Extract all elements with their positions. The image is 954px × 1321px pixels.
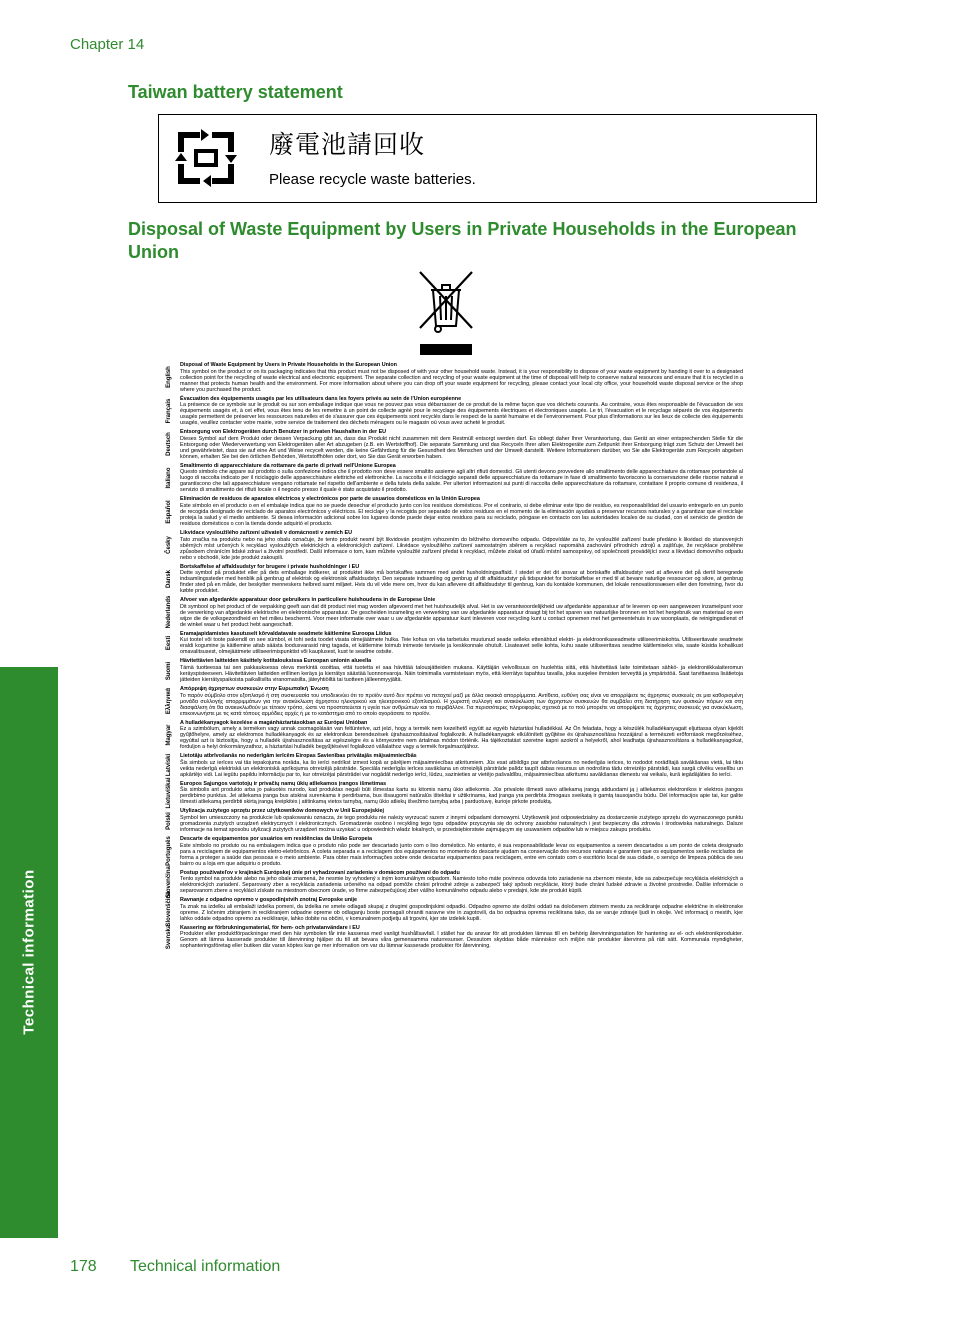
language-label: Italiano xyxy=(166,467,172,489)
language-body: Produkter eller produktförpackningar med den här symbolen får inte kasseras med vanligt hushållsavfall. I stället har du ansvar för att produkten lämnas till en behörig återvinningsstation för hantering av el- och elektronikprodukter. Genom att lämna kasserade produkter till återvinning hjälper du till att bevara våra gemensamma naturresurser. Dessutom skyddas både människor och miljön när produkter återvinns på rätt sätt. Kommunala myndigheter, sophanteringsföretag eller butiken där varan köptes kan ge mer information om var du lämnar kasserade produkter för återvinning. xyxy=(180,931,743,950)
language-block xyxy=(158,463,743,494)
language-text xyxy=(180,781,743,806)
language-label: Suomi xyxy=(166,661,172,680)
language-label: Česky xyxy=(166,536,172,555)
language-title: Disposal of Waste Equipment by Users in Private Households in the European Union xyxy=(180,362,397,368)
language-label-cell xyxy=(158,530,180,561)
language-block xyxy=(158,720,743,751)
language-body: Šis simbolis ant produkto arba jo pakuotės nurodo, kad produktas negali būti išmestas kartu su kitomis namų ūkio atliekomis. Jūs privalote išmesti savo atliekamą įrangą atiduodami ją į atliekamos elektronikos ir elektros įrangos perdirbimo punktus. Jei atliekama įranga bus atskirai surenkama ir perdirbama, bus išsaugomi natūralūs ištekliai ir užtikrinama, kad įranga yra perdirbta žmogaus sveikatą ir gamtą tausojančiu būdu. Dėl informacijos apie tai, kur galite išmesti atliekamą perdirbti skirtą įrangą kreipkitės į atitinkamą vietos tarnybą, namų ūkio atliekų išvežimo tarnybą arba į parduotuvę, kurioje pirkote produktą. xyxy=(180,787,743,806)
language-title: Descarte de equipamentos por usuários em residências da União Europeia xyxy=(180,835,373,842)
language-title: Utylizacja zużytego sprzętu przez użytkowników domowych w Unii Europejskiej xyxy=(180,808,384,815)
language-block xyxy=(158,836,743,867)
language-label: Lietuviškai xyxy=(166,777,172,809)
language-body: Este símbolo en el producto o en el embalaje indica que no se puede desechar el producto junto con los residuos domésticos. Por el contrario, si debe eliminar este tipo de residuo, es responsabilidad del usuario entregarlo en un punto de recogida designado de reciclado de aparatos electrónicos y eléctricos. El reciclaje y la recogida por separado de estos residuos en el momento de la eliminación ayudará a preservar recursos naturales y a garantizar que el reciclaje proteja la salud y el medio ambiente. Si desea información adicional sobre los lugares donde puede dejar estos residuos para su reciclado, póngase en contacto con las autoridades locales de su ciudad, con el servicio de gestión de residuos domésticos o con la tienda donde adquirió el producto. xyxy=(180,502,743,527)
language-body: Ta znak na izdelku ali embalaži izdelka pomeni, da izdelka ne smete odlagati skupaj z drugimi gospodinjskimi odpadki. Odpadno opremo ste dolžni oddati na določenem zbirnem mestu za recikliranje odpadne električne in elektronske opreme. Z ločenim zbiranjem in recikliranjem odpadne opreme ob odlaganju boste pomagali ohraniti naravne vire in zagotovili, da bo odpadna oprema reciklirana tako, da se varuje zdravje ljudi in okolje. Več informacij o mestih, kjer lahko oddate odpadno opremo za recikliranje, lahko dobite na občini, v komunalnem podjetju ali trgovini, kjer ste izdelek kupili. xyxy=(180,903,743,922)
language-label: Português xyxy=(166,836,172,867)
language-label-cell xyxy=(158,396,180,427)
language-block xyxy=(158,753,743,778)
language-body: Symbol ten umieszczony na produkcie lub opakowaniu oznacza, że tego produktu nie należy wyrzucać razem z innymi odpadami domowymi. Użytkownik jest odpowiedzialny za dostarczenie zużytego sprzętu do wyznaczonego punktu gromadzenia zużytych urządzeń elektrycznych i elektronicznych. Gromadzenie osobno i recykling tego typu odpadów przyczynia się do ochrony zasobów naturalnych i jest bezpieczny dla zdrowia i środowiska naturalnego. Dalsze informacje na temat sposobu utylizacji zużytych urządzeń można uzyskać u odpowiednich władz lokalnych, w przedsiębiorstwie zajmującym się usuwaniem odpadów lub w miejscu zakupu produktu. xyxy=(180,814,743,833)
language-body: Kui tootel või toote pakendil on see sümbol, ei tohi seda toodet visata olmejäätmete hulka. Teie kohus on viia tarbetuks muutunud seade selleks ettenähtud elektri- ja elektroonikaseadmete utiliseerimiskohta. Utiliseeritavate seadmete eraldi kogumine ja käitlemine aitab säästa loodusvarasid ning tagada, et käitlemine toimub inimeste tervisele ja keskkonnale ohutult. Lisateavet selle kohta, kuhu saate utiliseeritava seadme käitlemiseks viia, saate küsida kohalikust omavalitsusest, olmejäätmete utiliseerimispunktist või kauplusest, kust te seadme ostsite. xyxy=(180,637,743,656)
language-text xyxy=(180,836,743,867)
language-block xyxy=(158,658,743,683)
language-label: Slovenščina xyxy=(166,891,172,927)
language-block xyxy=(158,891,743,927)
language-body: Questo simbolo che appare sul prodotto o sulla confezione indica che il prodotto non deve essere smaltito assieme agli altri rifiuti domestici. Gli utenti devono provvedere allo smaltimento delle apparecchiature da rottamare portandole al luogo di raccolta indicato per il riciclaggio delle apparecchiature elettriche ed elettroniche. La raccolta e il riciclaggio separati delle apparecchiature da rottamare in fase di smaltimento favoriscono la conservazione delle risorse naturali e garantiscono che tali apparecchiature vengano rottamate nel rispetto dell'ambiente e della tutela della salute. Per ulteriori informazioni sui punti di raccolta delle apparecchiature da rottamare, contattare il proprio comune di residenza, il servizio di smaltimento dei rifiuti locale o il negozio presso il quale è stato acquistato il prodotto. xyxy=(180,469,743,494)
language-title: Europos Sąjungos vartotojų ir privačių namų ūkių atliekamos įrangos išmetimas xyxy=(180,780,387,787)
language-label-cell xyxy=(158,686,180,717)
chinese-recycle-text: 廢電池請回收 xyxy=(269,130,426,159)
language-block xyxy=(158,686,743,717)
taiwan-heading: Taiwan battery statement xyxy=(128,82,343,102)
language-block xyxy=(158,530,743,561)
language-title: A hulladékanyagok kezelése a magánháztartásokban az Európai Unióban xyxy=(180,719,368,726)
language-text xyxy=(180,658,743,683)
language-text xyxy=(180,463,743,494)
language-label-cell xyxy=(158,865,180,898)
language-body: Tämä tuotteessa tai sen pakkauksessa oleva merkintä osoittaa, että tuotetta ei saa hävittää talousjätteiden mukana. Käyttäjän velvollisuus on huolehtia siitä, että hävitettävä laite toimitetaan sähkö- ja elektroniikkalaiteromun keräyspisteeseen. Hävitettävien laitteiden erillinen keräys ja kierrätys säästää luonnonvaroja. Näin toimimalla varmistetaan myös, että kierrätys tapahtuu tavalla, joka suojelee ihmisten terveyttä ja ympäristöä. Saat tarvittaessa lisätietoja jätteiden kierrätyspaikoista paikallisilta viranomaisilta, jäteyhtiöiltä tai tuotteen jälleenmyyjältä. xyxy=(180,664,743,683)
language-text xyxy=(180,925,743,950)
language-block xyxy=(158,564,743,595)
language-text xyxy=(180,720,743,751)
language-label: Svenska xyxy=(166,924,172,950)
language-text xyxy=(180,870,743,895)
language-title: Bortskaffelse af affaldsudstyr for brugere i private husholdninger i EU xyxy=(180,563,360,570)
language-body: Dit symbool op het product of de verpakking geeft aan dat dit product niet mag worden afgevoerd met het huishoudelijk afval. Het is uw verantwoordelijkheid uw afgedankte apparatuur af te leveren op een aangewezen inzamelpunt voor de verwerking van afgedankte elektrische en elektronische apparatuur. De gescheiden inzameling en verwerking van uw afgedankte apparatuur draagt bij tot het sparen van natuurlijke bronnen en tot het hergebruik van materiaal op een wijze die de volksgezondheid en het milieu beschermt. Voor meer informatie over waar u uw afgedankte apparatuur kunt inleveren voor recycling kunt u contact opnemen met het gemeentehuis in uw woonplaats, de reinigingsdienst of de winkel waar u het product hebt aangeschaft. xyxy=(180,603,743,628)
language-label: Français xyxy=(166,398,172,424)
language-text xyxy=(180,631,743,656)
language-statements xyxy=(158,362,743,952)
language-text xyxy=(180,808,743,833)
language-title: Απόρριψη άχρηστων συσκευών στην Ευρωπαϊκή Ένωση xyxy=(180,685,329,692)
language-text xyxy=(180,597,743,628)
language-title: Likvidace vysloužilého zařízení uživateli v domácnosti v zemích EU xyxy=(180,529,352,536)
language-text xyxy=(180,530,743,561)
language-text xyxy=(180,396,743,427)
language-text xyxy=(180,362,743,393)
language-label: English xyxy=(166,366,172,389)
language-label-cell xyxy=(158,429,180,460)
language-label-cell xyxy=(158,808,180,833)
language-block xyxy=(158,396,743,427)
language-label: Magyar xyxy=(166,724,172,746)
crossed-out-wheelie-bin-icon xyxy=(418,268,474,356)
language-body: Šis simbols uz ierīces vai tās iepakojuma norāda, ka šo ierīci nedrīkst izmest kopā ar pārējiem mājsaimniecības atkritumiem. Jūs esat atbildīgs par atbrīvošanos no nederīgās ierīces, to nododot norādītajā savākšanas vietā, lai tiktu veikta nederīgā elektriskā un elektroniskā aprīkojuma otrreizējā pārstrāde. Speciāla nederīgās ierīces savākšana un otrreizējā pārstrāde palīdz taupīt dabas resursus un nodrošina tādu otrreizējo pārstrādi, kas sargā cilvēku veselību un apkārtējo vidi. Lai iegūtu papildu informāciju par to, kur otrreizējai pārstrādei var nogādāt nederīgo ierīci, lūdzu, sazinieties ar vietējo pašvaldību, mājsaimniecības atkritumu savākšanas dienestu vai veikalu, kurā iegādājāties šo ierīci. xyxy=(180,759,743,778)
language-block xyxy=(158,429,743,460)
battery-recycle-icon xyxy=(175,127,237,189)
language-text xyxy=(180,496,743,527)
language-title: Hävitettävien laitteiden käsittely kotitalouksissa Euroopan unionin alueella xyxy=(180,658,372,665)
language-text xyxy=(180,564,743,595)
language-label-cell xyxy=(158,362,180,393)
language-title: Eramajapidamistes kasutuselt kõrvaldatavate seadmete käitlemine Euroopa Liidus xyxy=(180,630,392,637)
language-body: La présence de ce symbole sur le produit ou sur son emballage indique que vous ne pouvez pas vous débarrasser de ce produit de la même façon que vos déchets courants. Au contraire, vous êtes responsable de l'évacuation de vos équipements usagés et, à cet effet, vous êtes tenu de les remettre à un point de collecte agréé pour le recyclage des équipements électriques et électroniques usagés. Le tri, l'évacuation et le recyclage séparés de vos équipements usagés permettent de préserver les ressources naturelles et de s'assurer que ces équipements sont recyclés dans le respect de la santé humaine et de l'environnement. Pour plus d'informations sur les lieux de collecte des équipements usagés, veuillez contacter votre mairie, votre service de traitement des déchets ménagers ou le magasin où vous avez acheté le produit. xyxy=(180,402,743,427)
language-block xyxy=(158,597,743,628)
battery-statement-box xyxy=(158,114,817,203)
language-block xyxy=(158,808,743,833)
language-label-cell xyxy=(158,463,180,494)
language-label-cell xyxy=(158,777,180,809)
language-label: Nederlands xyxy=(166,596,172,629)
language-title: Postup používateľov v krajinách Európskej únie pri vyhadzovaní zariadenia v domácom používaní do odpadu xyxy=(180,869,460,876)
language-label-cell xyxy=(158,753,180,778)
language-body: Dieses Symbol auf dem Produkt oder dessen Verpackung gibt an, dass das Produkt nicht zusammen mit dem Restmüll entsorgt werden darf. Es obliegt daher Ihrer Verantwortung, das Gerät an einer entsprechenden Stelle für die Entsorgung oder Wiederverwertung von Elektrogeräten aller Art abzugeben (z.B. ein Wertstoffhof). Die separate Sammlung und das Recyceln Ihrer alten Elektrogeräte zum Zeitpunkt ihrer Entsorgung trägt zum Schutz der Umwelt bei und gewährleistet, dass sie auf eine Art und Weise recycelt werden, die keine Gefährdung für die Gesundheit des Menschen und der Umwelt darstellt. Weitere Informationen darüber, wo Sie alte Elektrogeräte zum Recyceln abgeben können, erhalten Sie bei den örtlichen Behörden, Wertstoffhöfen oder dort, wo Sie das Gerät erworben haben. xyxy=(180,435,743,460)
language-block xyxy=(158,925,743,950)
chapter-header: Chapter 14 xyxy=(70,36,145,53)
english-recycle-text: Please recycle waste batteries. xyxy=(269,171,476,188)
language-body: Το παρόν σύμβολο στον εξοπλισμό ή στη συσκευασία του υποδεικνύει ότι το προϊόν αυτό δεν πρέπει να πεταχτεί μαζί με άλλα οικιακά απορρίμματα. Αντίθετα, ευθύνη σας είναι να απορρίψετε τις άχρηστες συσκευές σε μια καθορισμένη μονάδα συλλογής απορριμμάτων για την ανακύκλωση άχρηστου ηλεκτρικού και ηλεκτρονικού εξοπλισμού. Η χωριστή συλλογή και ανακύκλωση των άχρηστων συσκευών θα συμβάλει στη διατήρηση των φυσικών πόρων και στη διασφάλιση ότι θα ανακυκλωθούν με τέτοιον τρόπο, ώστε να προστατεύεται η υγεία των ανθρώπων και το περιβάλλον. Για περισσότερες πληροφορίες σχετικά με το πού μπορείτε να απορρίψετε τις άχρηστες συσκευές για ανακύκλωση, επικοινωνήστε με τις κατά τόπους αρμόδιες αρχές ή με το κατάστημα από το οποίο αγοράσατε το προϊόν. xyxy=(180,692,743,717)
language-body: Tato značka na produktu nebo na jeho obalu označuje, že tento produkt nesmí být likvidován prostým vyhozením do běžného domovního odpadu. Odpovídáte za to, že vysloužilé zařízení bude předáno k likvidaci do stanovených sběrných míst určených k recyklaci vysloužilých elektrických a elektronických zařízení. Likvidace vysloužilého zařízení samostatným sběrem a recyklací napomáhá zachování přírodních zdrojů a zajišťuje, že recyklace proběhne způsobem chránícím lidské zdraví a životní prostředí. Další informace o tom, kam můžete vysloužilé zařízení předat k recyklaci, můžete získat od úřadů místní samosprávy, od společnosti provádějící svoz a likvidaci domovního odpadu nebo v obchodě, kde jste produkt zakoupili. xyxy=(180,536,743,561)
page-number: 178 xyxy=(70,1258,97,1275)
language-label: Latviski xyxy=(166,754,172,777)
language-title: Kassering av förbrukningsmaterial, för hem- och privatanvändare i EU xyxy=(180,924,360,931)
side-tab-label: Technical information xyxy=(20,869,38,1035)
language-label-cell xyxy=(158,925,180,950)
language-label: Ελληνικά xyxy=(166,688,172,715)
language-body: Ez a szimbólum, amely a terméken vagy annak csomagolásán van feltüntetve, azt jelzi, hogy a termék nem kezelhető együtt az egyéb háztartási hulladékkal. Az Ön feladata, hogy a készülék hulladékanyagait eljuttassa olyan kijelölt gyűjtőhelyre, amely az elektromos hulladékanyagok és az elektronikus berendezések újrahasznosításával foglalkozik. A hulladékanyagok elkülönített gyűjtése és újrahasznosítása hozzájárul a természeti erőforrások megőrzéséhez, egyúttal azt is biztosítja, hogy a hulladék újrahasznosítása az egészségre és a környezetre nem ártalmas módon történik. Ha tájékoztatást szeretne kapni azokról a helyekről, ahol leadhatja újrahasznosításra a hulladékanyagokat, forduljon a helyi önkormányzathoz, a háztartási hulladék begyűjtésével foglalkozó vállalathoz vagy a termék forgalmazójához. xyxy=(180,726,743,751)
language-label: Dansk xyxy=(166,569,172,588)
language-title: Smaltimento di apparecchiature da rottamare da parte di privati nell'Unione Europea xyxy=(180,462,396,469)
language-body: Dette symbol på produktet eller på dets emballage indikerer, at produktet ikke må bortskaffes sammen med andet husholdningsaffald. I stedet er det dit ansvar at bortskaffe affaldsudstyr ved at aflevere det på dertil beregnede indsamlingssteder med henblik på genbrug af elektrisk og elektronisk affaldsudstyr. Den separate indsamling og genbrug af dit affaldsudstyr på tidspunktet for bortskaffelse er med til at bevare naturlige ressourcer og sikre, at genbrug finder sted på en måde, der beskytter menneskers helbred samt miljøet. Hvis du vil vide mere om, hvor du kan aflevere dit affaldsudstyr til genbrug, kan du kontakte kommunen, det lokale renovationsvæsen eller den forretning, hvor du købte produktet. xyxy=(180,570,743,595)
footer-section: Technical information xyxy=(130,1258,281,1275)
language-label-cell xyxy=(158,564,180,595)
language-block xyxy=(158,362,743,393)
language-block xyxy=(158,496,743,527)
language-label-cell xyxy=(158,631,180,656)
language-body: This symbol on the product or on its packaging indicates that this product must not be disposed of with your other household waste. Instead, it is your responsibility to dispose of your waste equipment by handing it over to a designated collection point for the recycling of waste electrical and electronic equipment. The separate collection and recycling of your waste equipment at the time of disposal will help to conserve natural resources and ensure that it is recycled in a manner that protects human health and the environment. For more information about where you can drop off your waste equipment for recycling, please contact your local city office, your household waste disposal service or the shop where you purchased the product. xyxy=(180,368,743,393)
language-body: Tento symbol na produkte alebo na jeho obale znamená, že nesmie by vyhodený s iným komunálnym odpadom. Namiesto toho máte povinnos odovzda toto zariadenie na zbernom mieste, kde sa zabezpečuje recyklácia elektrických a elektronických zariadení. Separovaný zber a recyklácia zariadenia určeného na odpad pomôže chráni prírodné zdroje a zabezpečí taký spôsob recyklácie, ktorý bude chráni ľudské zdravie a životné prostredie. Ďalšie informácie o separovanom zbere a recyklácii získate na miestnom obecnom úrade, vo firme zabezpečujúcej zber vášho komunálneho odpadu alebo v predajni, kde ste produkt kúpili. xyxy=(180,876,743,895)
weee-heading: Disposal of Waste Equipment by Users in Private Households in the European Union xyxy=(128,219,797,262)
language-text xyxy=(180,897,743,922)
language-block xyxy=(158,631,743,656)
language-label: Deutsch xyxy=(166,432,172,457)
language-label-cell xyxy=(158,496,180,527)
language-label-cell xyxy=(158,836,180,867)
language-block xyxy=(158,777,743,809)
language-body: Este símbolo no produto ou na embalagem indica que o produto não pode ser descartado junto com o lixo doméstico. No entanto, é sua responsabilidade levar os equipamentos a serem descartados a um ponto de coleta designado para a reciclagem de equipamentos eletro-eletrônicos. A coleta separada e a reciclagem dos equipamentos no momento do descarte ajudam na conservação dos recursos naturais e garantem que os equipamentos serão reciclados de forma a proteger a saúde das pessoas e o meio ambiente. Para obter mais informações sobre onde descartar equipamentos para reciclagem, entre em contato com o escritório local de sua cidade, o serviço de limpeza pública de seu bairro ou a loja em que adquiriu o produto. xyxy=(180,842,743,867)
language-label: Español xyxy=(166,500,172,524)
language-label: Polski xyxy=(166,811,172,830)
language-title: Eliminación de residuos de aparatos eléctricos y electrónicos por parte de usuarios domésticos en la Unión Europea xyxy=(180,496,480,503)
language-text xyxy=(180,429,743,460)
language-label-cell xyxy=(158,658,180,683)
language-label: Slovenčina xyxy=(166,865,172,898)
language-title: Entsorgung von Elektrogeräten durch Benutzer in privaten Haushalten in der EU xyxy=(180,429,387,436)
language-label-cell xyxy=(158,597,180,628)
language-label-cell xyxy=(158,720,180,751)
language-text xyxy=(180,686,743,717)
side-tab xyxy=(0,667,58,1238)
language-block xyxy=(158,865,743,898)
language-label: Eesti xyxy=(166,635,172,651)
language-text xyxy=(180,753,743,778)
language-title: Lietotāju atbrīvošanās no nederīgām ierīcēm Eiropas Savienības privātajās mājsaimniecībās xyxy=(180,753,417,760)
language-title: Ravnanje z odpadno opremo v gospodinjstvih znotraj Evropske unije xyxy=(180,897,358,904)
language-title: Évacuation des équipements usagés par les utilisateurs dans les foyers privés au sein de l'Union européenne xyxy=(180,395,462,402)
language-label-cell xyxy=(158,891,180,927)
language-title: Afvoer van afgedankte apparatuur door gebruikers in particuliere huishoudens in de Europese Unie xyxy=(180,597,436,604)
